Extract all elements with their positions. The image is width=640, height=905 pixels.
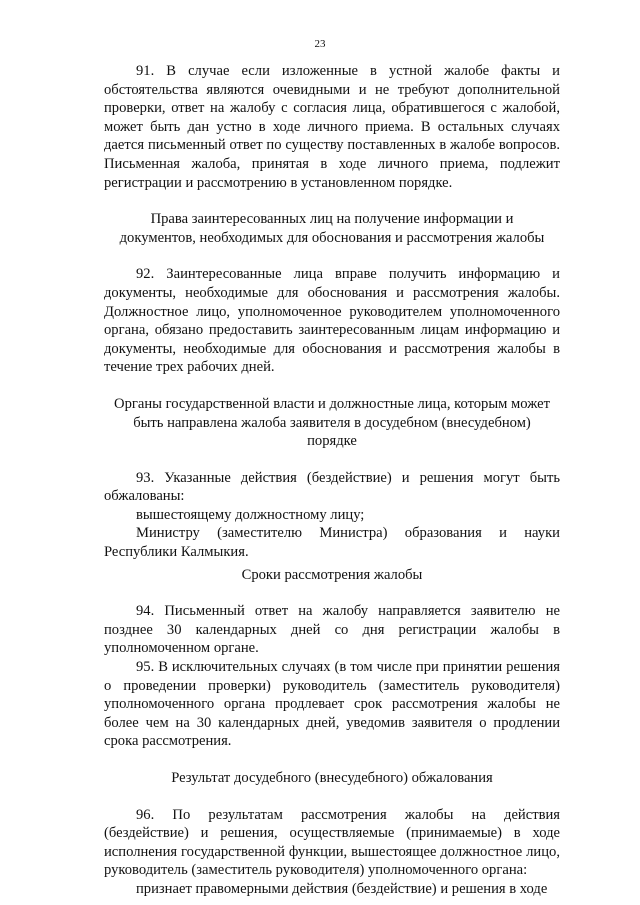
paragraph-96-item-a: признает правомерными действия (бездействие) и решения в ходе [136, 880, 548, 897]
paragraph-96: 96. По результатам рассмотрения жалобы на действия (бездействие) и решения, осуществляемые (принимаемые) в ходе исполнения государственной функции, вышестоящее должностное лицо, руководитель (заместитель руководителя) уполномоченного органа: [104, 806, 560, 879]
paragraph-93-item-b: Министру (заместителю Министра) образования и науки Республики Калмыкия. [104, 525, 560, 561]
paragraph-91: 91. В случае если изложенные в устной жалобе факты и обстоятельства являются очевидными и не требуют дополнительной проверки, ответ на жалобу с согласия лица, обратившегося с жалобой, может быть дан устно в ходе личного приема. В остальных случаях дается письменный ответ по существу поставленных в жалобе вопросов. Письменная жалоба, принятая в ходе личного приема, подлежит регистрации и рассмотрению в установленном порядке. [104, 63, 560, 191]
paragraph-92: 92. Заинтересованные лица вправе получить информацию и документы, необходимые для обоснования и рассмотрения жалобы. Должностное лицо, уполномоченное руководителем уполномоченного органа, обязано предоставить заинтересованным лицам информацию и документы, необходимые для обоснования и рассмотрения жалобы в течение трех рабочих дней. [104, 266, 560, 376]
heading-rights: Права заинтересованных лиц на получение информации и документов, необходимых для обоснования и рассмотрения жалобы [119, 211, 545, 246]
document-body [104, 62, 560, 899]
paragraph-95: 95. В исключительных случаях (в том числе при принятии решения о проведении проверки) руководитель (заместитель руководителя) уполномоченного органа продлевает срок рассмотрения жалобы не более чем на 30 календарных дней, уведомив заявителя о продлении срока рассмотрения. [104, 659, 560, 750]
heading-terms: Сроки рассмотрения жалобы [241, 566, 423, 583]
heading-result: Результат досудебного (внесудебного) обжалования [171, 770, 493, 786]
paragraph-94: 94. Письменный ответ на жалобу направляется заявителю не позднее 30 календарных дней со дня регистрации жалобы в уполномоченном органе. [104, 603, 560, 657]
page-number: 23 [314, 38, 326, 50]
paragraph-93-item-a: вышестоящему должностному лицу; [136, 506, 365, 523]
paragraph-93: 93. Указанные действия (бездействие) и решения могут быть обжалованы: [104, 469, 560, 505]
heading-organs: Органы государственной власти и должностные лица, которым может быть направлена жалоба заявителя в досудебном (внесудебном) порядке [114, 395, 550, 450]
